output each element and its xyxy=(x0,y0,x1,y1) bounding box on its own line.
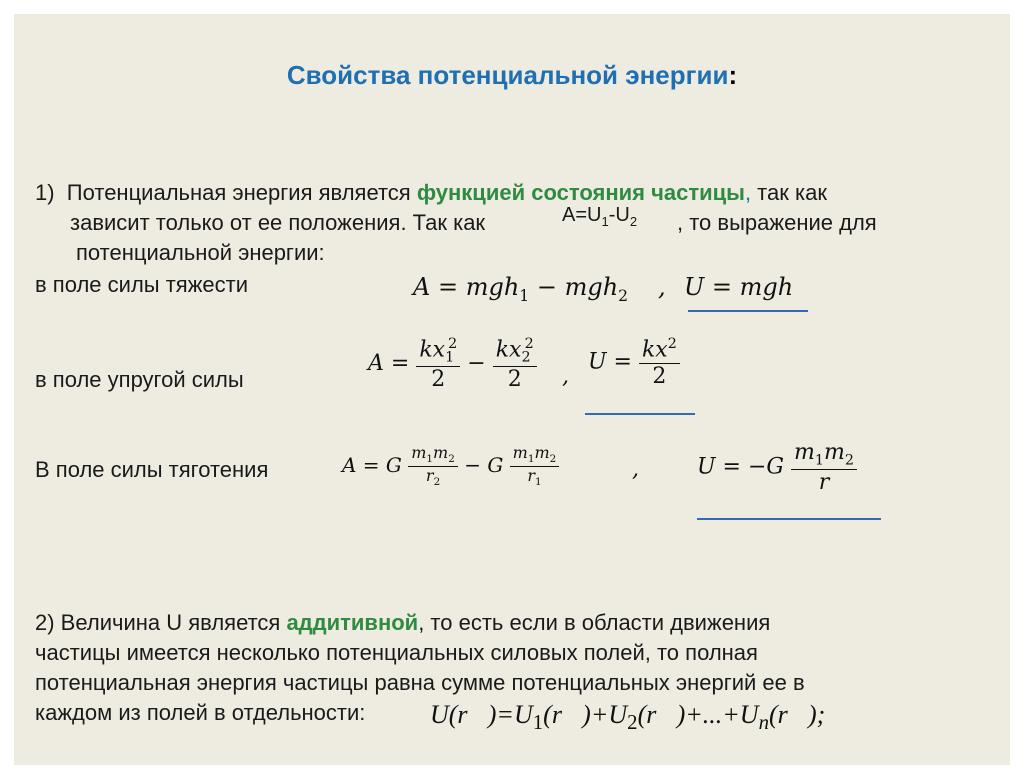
elastic-work-formula: A = $\frac{kx_1^2}{2}$ − $\frac{kx_2^2}{2}$ xyxy=(368,336,537,392)
item2-line2: частицы имеется несколько потенциальных силовых полей, то полная xyxy=(35,640,758,665)
title-text: Свойства потенциальной энергии xyxy=(286,60,729,90)
work-difference-formula: $A=U_1-U_2$ xyxy=(562,204,638,229)
gravitation-separator: , xyxy=(632,457,639,482)
state-function-highlight: функцией состояния частицы xyxy=(416,180,745,205)
gravity-work-formula: A = mgh$_1$ − mgh$_2$ xyxy=(413,273,629,305)
gravity-formula-underline xyxy=(688,310,808,312)
item1-line1-post: так как xyxy=(751,180,827,205)
item1-number: 1) xyxy=(35,180,55,205)
item1-line2-post: , то выражение для xyxy=(677,210,877,235)
item1-line2-pre: зависит только от ее положения. Так как xyxy=(70,210,486,235)
elastic-label: в поле упругой силы xyxy=(35,367,244,392)
elastic-energy-formula: U = $\frac{kx^2}{2}$ xyxy=(588,336,680,389)
gravitation-label: В поле силы тяготения xyxy=(35,457,269,482)
item1-line3: потенциальной энергии: xyxy=(76,240,325,265)
item2-line1 xyxy=(35,608,770,638)
item1-line2 xyxy=(70,208,485,238)
gravitation-work-formula: A = G $\frac{m_1m_2}{r_2}$ − G $\frac{m_1m_2}{r_1}$ xyxy=(342,444,559,489)
highlight-comma: , xyxy=(744,180,752,205)
gravity-energy-formula: U = mgh xyxy=(684,273,794,301)
gravitation-formula-underline xyxy=(697,518,881,520)
additivity-sum-formula: $U(r⃗)=U_1(r⃗)+U_2(r⃗)+...+U_n(r⃗)$; xyxy=(430,700,826,735)
item2-line1-post: , то есть если в области движения xyxy=(418,610,771,635)
title-colon: : xyxy=(728,60,738,90)
item1-line1 xyxy=(35,178,827,208)
additive-highlight: аддитивной xyxy=(286,610,419,635)
slide-title xyxy=(0,60,1024,91)
gravity-separator: , xyxy=(658,273,666,301)
item1-line1-pre: Потенциальная энергия является xyxy=(66,180,417,205)
item2-line4: каждом из полей в отдельности: xyxy=(35,700,366,725)
elastic-formula-underline xyxy=(585,413,695,415)
item2-line1-pre: 2) Величина U является xyxy=(35,610,287,635)
item2-line3: потенциальная энергия частицы равна сумме потенциальных энергий ее в xyxy=(35,670,805,695)
gravitation-energy-formula: U = −G $\frac{m_1m_2}{r}$ xyxy=(697,440,857,495)
gravity-label: в поле силы тяжести xyxy=(35,272,249,297)
elastic-separator: , xyxy=(562,364,569,389)
